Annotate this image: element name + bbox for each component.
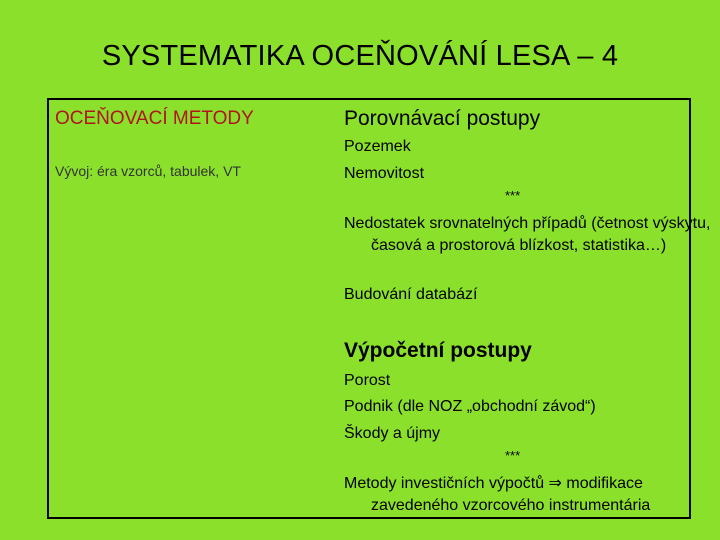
- comparative-bullet-database: Budování databází: [344, 286, 478, 303]
- computational-item-damages: Škody a újmy: [344, 425, 441, 442]
- separator-stars-1: ***: [505, 188, 521, 203]
- section-computational-heading: Výpočetní postupy: [344, 339, 532, 362]
- section-comparative-heading: Porovnávací postupy: [344, 107, 541, 130]
- separator-stars-2: ***: [505, 448, 521, 463]
- computational-item-enterprise: Podnik (dle NOZ „obchodní závod“): [344, 398, 596, 415]
- left-heading: OCEŇOVACÍ METODY: [55, 108, 254, 129]
- comparative-item-land: Pozemek: [344, 138, 411, 155]
- content-frame: [47, 98, 691, 519]
- computational-bullet-investment: Metody investičních výpočtů ⇒ modifikace zavedeného vzorcového instrumentária: [344, 475, 651, 514]
- comparative-item-property: Nemovitost: [344, 165, 425, 182]
- comparative-bullet-shortage: Nedostatek srovnatelných případů (četnost výskytu, časová a prostorová blízkost, statistika…): [344, 215, 711, 254]
- left-note: Vývoj: éra vzorců, tabulek, VT: [55, 163, 241, 179]
- slide-title: SYSTEMATIKA OCEŇOVÁNÍ LESA – 4: [101, 40, 619, 72]
- computational-item-stand: Porost: [344, 372, 391, 389]
